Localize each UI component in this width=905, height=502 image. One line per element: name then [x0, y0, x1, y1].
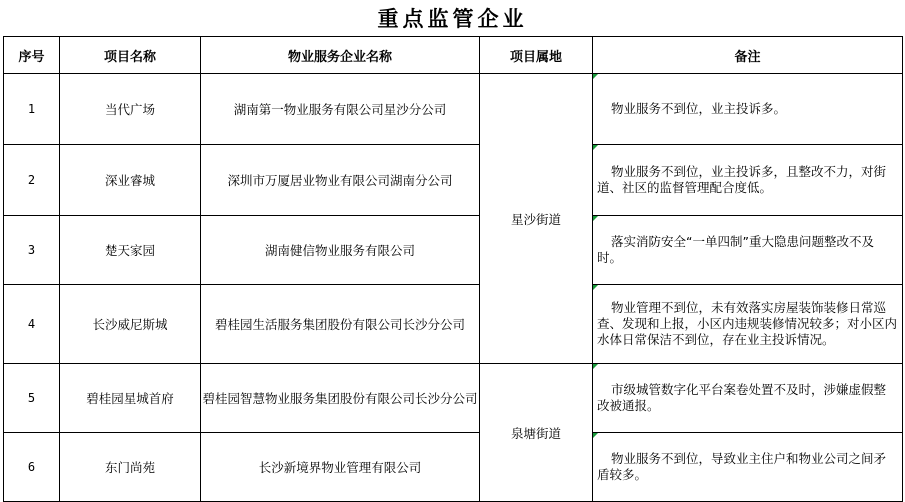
table-row: [4, 285, 903, 364]
enterprise-table: [3, 36, 903, 502]
cell-seq: 1: [4, 74, 60, 145]
cell-company: 长沙新境界物业管理有限公司: [201, 433, 480, 502]
cell-project: 深业睿城: [60, 145, 201, 216]
cell-seq: 6: [4, 433, 60, 502]
note-text: 物业服务不到位，业主投诉多，且整改不力，对街道、社区的监督管理配合度低。: [597, 164, 887, 195]
header-seq: 序号: [4, 37, 60, 74]
note-text: 物业管理不到位，未有效落实房屋装饰装修日常巡查、发现和上报，小区内违规装修情况较多；对小区内水体日常保洁不到位，存在业主投诉情况。: [597, 300, 898, 347]
note-text: 市级城管数字化平台案卷处置不及时，涉嫌虚假整改被通报。: [597, 382, 887, 413]
cell-project: 楚天家园: [60, 216, 201, 285]
table-header-row: [4, 37, 903, 74]
cell-project: 当代广场: [60, 74, 201, 145]
cell-seq: 5: [4, 364, 60, 433]
cell-seq: 2: [4, 145, 60, 216]
cell-note: [593, 364, 903, 433]
cell-note: [593, 433, 903, 502]
cell-company: 碧桂园智慧物业服务集团股份有限公司长沙分公司: [201, 364, 480, 433]
note-text: 物业服务不到位，导致业主住户和物业公司之间矛盾较多。: [597, 451, 887, 482]
page-title: 重点监管企业: [377, 6, 528, 31]
cell-project: 碧桂园星城首府: [60, 364, 201, 433]
cell-company: 湖南第一物业服务有限公司星沙分公司: [201, 74, 480, 145]
cell-seq: 3: [4, 216, 60, 285]
cell-company: 湖南健信物业服务有限公司: [201, 216, 480, 285]
cell-company: 深圳市万厦居业物业有限公司湖南分公司: [201, 145, 480, 216]
header-project: 项目名称: [60, 37, 201, 74]
header-area: 项目属地: [480, 37, 593, 74]
table-row: [4, 74, 903, 145]
header-note: 备注: [593, 37, 903, 74]
cell-note: [593, 285, 903, 364]
cell-area-quantang: 泉塘街道: [480, 364, 593, 502]
table-row: [4, 364, 903, 433]
cell-project: 长沙威尼斯城: [60, 285, 201, 364]
cell-note: [593, 216, 903, 285]
cell-note: [593, 145, 903, 216]
table-row: [4, 145, 903, 216]
cell-project: 东门尚苑: [60, 433, 201, 502]
table-row: [4, 216, 903, 285]
cell-area-xingsha: 星沙街道: [480, 74, 593, 364]
note-text: 落实消防安全“一单四制”重大隐患问题整改不及时。: [597, 234, 874, 265]
table-row: [4, 433, 903, 502]
cell-note: [593, 74, 903, 145]
note-text: 物业服务不到位，业主投诉多。: [611, 101, 787, 116]
cell-seq: 4: [4, 285, 60, 364]
header-company: 物业服务企业名称: [201, 37, 480, 74]
cell-company: 碧桂园生活服务集团股份有限公司长沙分公司: [201, 285, 480, 364]
